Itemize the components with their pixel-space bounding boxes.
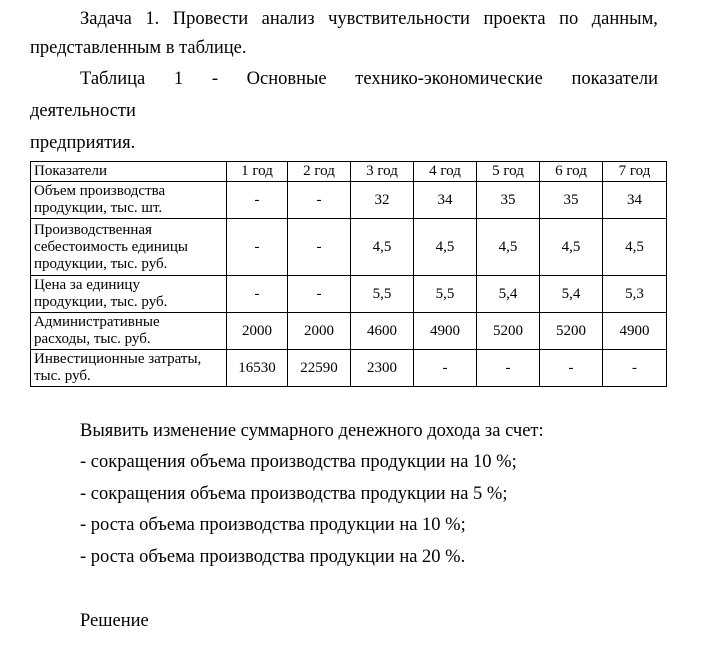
solution-heading: Решение	[80, 611, 149, 631]
column-header: 6 год	[540, 162, 603, 182]
word: чувствительности	[328, 9, 470, 29]
table-cell: 34	[414, 182, 477, 219]
row-label-line: Инвестиционные затраты,	[34, 351, 202, 367]
question-item: - роста объема производства продукции на 20 %.	[80, 547, 466, 567]
table-cell: 5,5	[414, 276, 477, 313]
table-cell: 4900	[414, 313, 477, 350]
table-cell: 22590	[288, 350, 351, 387]
task-line-2: представленным в таблице.	[30, 38, 247, 58]
row-label	[31, 313, 227, 350]
table-cell: 5200	[540, 313, 603, 350]
task-line-1	[80, 10, 658, 29]
table-header-row	[31, 162, 667, 182]
column-header: 5 год	[477, 162, 540, 182]
word: по	[559, 9, 579, 29]
word: Таблица	[80, 69, 146, 89]
table-cell: -	[477, 350, 540, 387]
table-cell: -	[227, 276, 288, 313]
table-row	[31, 219, 667, 276]
caption-line-2: деятельности	[30, 101, 136, 121]
table-cell: -	[288, 276, 351, 313]
word: Провести	[172, 9, 249, 29]
table-cell: 34	[603, 182, 667, 219]
caption-line-1	[80, 70, 658, 89]
row-label-line: Производственная	[34, 221, 152, 238]
word: проекта	[483, 9, 546, 29]
table-cell: 2000	[288, 313, 351, 350]
table-cell: 4,5	[351, 219, 414, 276]
row-label-line: продукции, тыс. руб.	[34, 294, 168, 310]
table-cell: 35	[540, 182, 603, 219]
word: показатели	[571, 69, 658, 89]
word: Задача	[80, 9, 132, 29]
table-cell: -	[540, 350, 603, 387]
table-cell: -	[288, 219, 351, 276]
table-cell: -	[227, 219, 288, 276]
table-cell: 5,4	[477, 276, 540, 313]
row-label	[31, 182, 227, 219]
table-cell: 4,5	[540, 219, 603, 276]
word: Основные	[246, 69, 327, 89]
table-cell: 5,5	[351, 276, 414, 313]
question-item: - сокращения объема производства продукции на 5 %;	[80, 484, 508, 504]
column-header: 3 год	[351, 162, 414, 182]
word: анализ	[261, 9, 315, 29]
column-header: 4 год	[414, 162, 477, 182]
table-cell: 2300	[351, 350, 414, 387]
word: -	[211, 69, 218, 89]
table-cell: 16530	[227, 350, 288, 387]
caption-line-3: предприятия.	[30, 133, 136, 153]
word: 1.	[145, 9, 160, 29]
row-label-line: тыс. руб.	[34, 368, 91, 384]
table-row	[31, 313, 667, 350]
column-header: 1 год	[227, 162, 288, 182]
word: данным,	[591, 9, 658, 29]
row-label-line: расходы, тыс. руб.	[34, 331, 151, 347]
row-label-line: продукции, тыс. шт.	[34, 200, 163, 216]
row-label-line: Административные	[34, 314, 160, 330]
column-header: 7 год	[603, 162, 667, 182]
table-row	[31, 276, 667, 313]
table-cell: -	[603, 350, 667, 387]
table-cell: 5,3	[603, 276, 667, 313]
table-cell: -	[288, 182, 351, 219]
question-item: - роста объема производства продукции на 10 %;	[80, 515, 466, 535]
row-label	[31, 350, 227, 387]
row-label	[31, 276, 227, 313]
table-cell: 32	[351, 182, 414, 219]
word: 1	[173, 69, 184, 89]
table-cell: -	[414, 350, 477, 387]
row-label	[31, 219, 227, 276]
question-intro: Выявить изменение суммарного денежного дохода за счет:	[80, 421, 544, 441]
row-label-line: Цена за единицу	[34, 277, 140, 293]
table-cell: 4,5	[477, 219, 540, 276]
table-cell: 5200	[477, 313, 540, 350]
table-cell: 2000	[227, 313, 288, 350]
column-header: 2 год	[288, 162, 351, 182]
table-cell: 4900	[603, 313, 667, 350]
table-cell: -	[227, 182, 288, 219]
row-label-line: Объем производства	[34, 183, 166, 199]
column-header: Показатели	[31, 162, 227, 182]
question-item: - сокращения объема производства продукции на 10 %;	[80, 452, 517, 472]
table-row	[31, 350, 667, 387]
table-cell: 35	[477, 182, 540, 219]
row-label-line: продукции, тыс. руб.	[34, 255, 168, 272]
indicators-table	[30, 161, 667, 387]
table-cell: 4,5	[414, 219, 477, 276]
table-cell: 4,5	[603, 219, 667, 276]
word: технико-экономические	[355, 69, 543, 89]
table-row	[31, 182, 667, 219]
table-cell: 5,4	[540, 276, 603, 313]
row-label-line: себестоимость единицы	[34, 238, 188, 255]
table-cell: 4600	[351, 313, 414, 350]
